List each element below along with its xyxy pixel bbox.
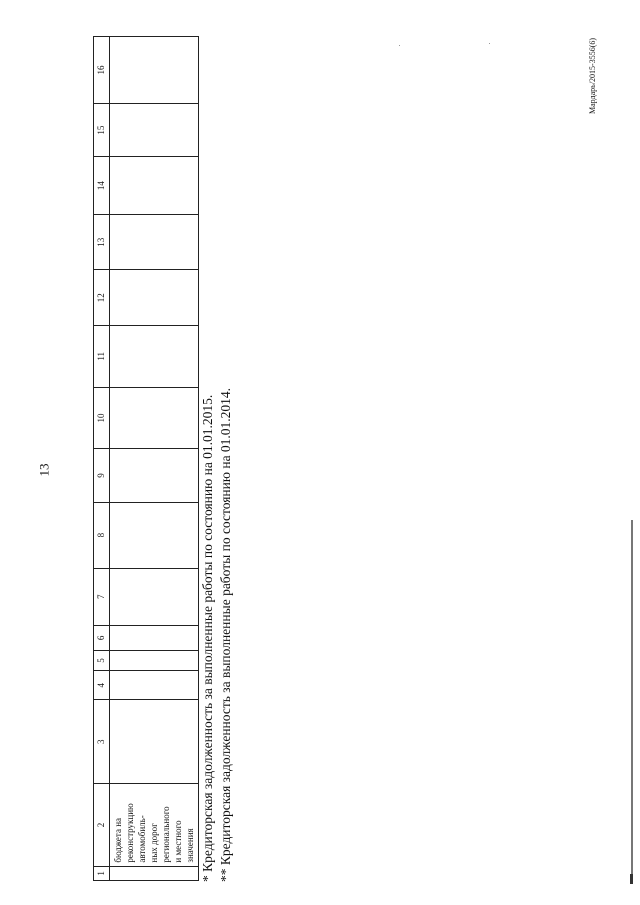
col-header: 5: [94, 650, 110, 671]
table-cell: [110, 568, 199, 626]
table-cell: [110, 866, 199, 880]
col-header: 15: [94, 103, 110, 156]
description-line: ных дорог: [149, 823, 159, 863]
col-header: 10: [94, 387, 110, 449]
scan-speck: [399, 45, 400, 46]
table-cell: [110, 700, 199, 784]
table-cell: [110, 103, 199, 156]
scan-edge-mark: [630, 874, 633, 884]
description-line: значения: [185, 828, 195, 863]
description-cell: [110, 784, 199, 866]
col-header: 13: [94, 214, 110, 270]
table-cell: [110, 157, 199, 215]
col-header: 6: [94, 626, 110, 651]
footnote-2: ** Кредиторская задолженность за выполненные работы по состоянию на 01.01.2014.: [218, 387, 233, 882]
col-header: 16: [94, 37, 110, 104]
col-header: 1: [94, 866, 110, 880]
table-cell: [110, 449, 199, 502]
col-header: 14: [94, 157, 110, 215]
footnote-1: * Кредиторская задолженность за выполненные работы по состоянию на 01.01.2015.: [200, 394, 215, 882]
table-cell: [110, 626, 199, 651]
table-cell: [110, 37, 199, 104]
scan-edge-line: [631, 520, 633, 880]
col-header: 7: [94, 568, 110, 626]
table-row: [110, 37, 199, 881]
description-line: и местного: [173, 820, 183, 863]
data-table: [93, 36, 194, 881]
col-header: 9: [94, 449, 110, 502]
description-line: автомобиль-: [137, 815, 147, 863]
col-header: 3: [94, 700, 110, 784]
description-line: регионального: [161, 806, 171, 863]
col-header: 11: [94, 325, 110, 387]
table-cell: [110, 387, 199, 449]
table-cell: [110, 502, 199, 568]
scan-speck: [489, 43, 490, 44]
page-number: 13: [36, 463, 52, 477]
col-header: 12: [94, 270, 110, 326]
table-cell: [110, 650, 199, 671]
description-line: бюджета на: [113, 817, 123, 863]
description-line: реконструкцию: [125, 803, 135, 863]
col-header: 8: [94, 502, 110, 568]
table-cell: [110, 270, 199, 326]
table-cell: [110, 671, 199, 700]
document-id: Мардарь/2015-3556(6): [588, 37, 597, 114]
table-cell: [110, 214, 199, 270]
col-header: 2: [94, 784, 110, 866]
table-cell: [110, 325, 199, 387]
col-header: 4: [94, 671, 110, 700]
header-row: [94, 37, 110, 881]
